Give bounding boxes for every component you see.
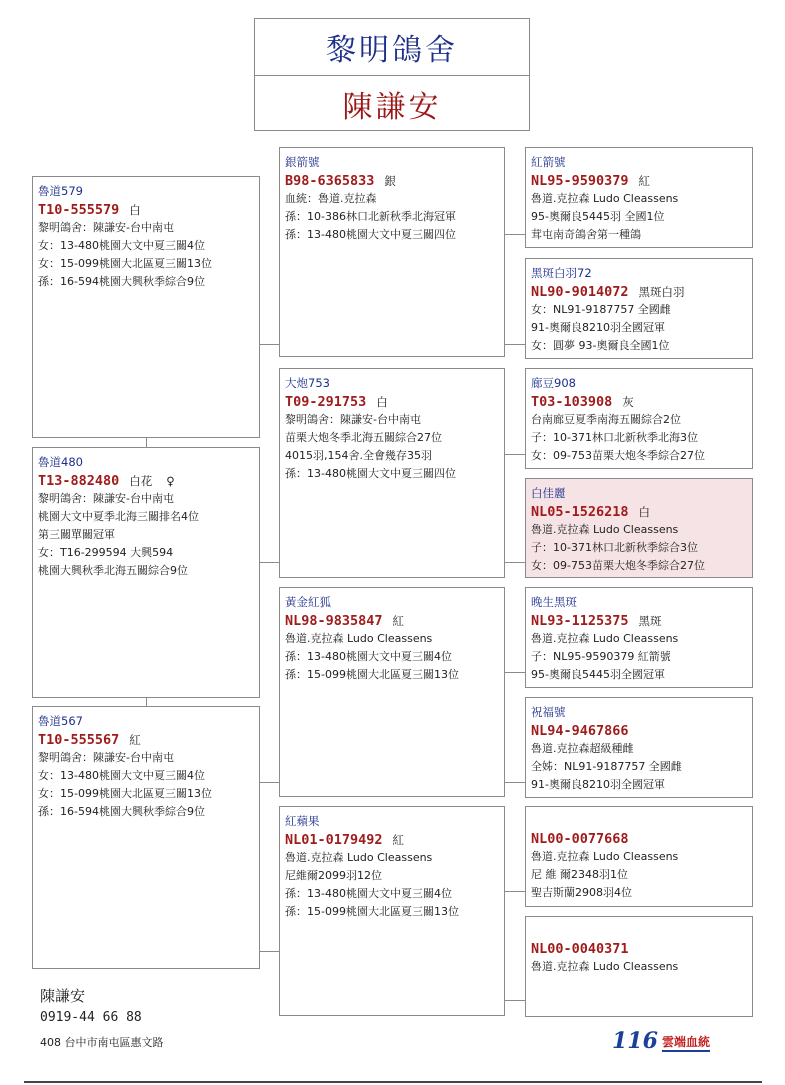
connector bbox=[504, 782, 525, 783]
info-line: 全姊：NL91-9187757 全國雌 bbox=[531, 760, 682, 773]
info-line: 4015羽,154舍.全會幾存35羽 bbox=[285, 449, 432, 462]
info-line: 孫：15-099桃園大北區夏三關13位 bbox=[285, 905, 459, 918]
pigeon-card-sire bbox=[279, 147, 505, 357]
connector bbox=[504, 891, 525, 892]
ring-number: NL90-9014072 bbox=[531, 284, 629, 300]
info-line: 魯道.克拉森超級種雌 bbox=[531, 742, 634, 755]
pigeon-name: 魯道567 bbox=[38, 714, 83, 728]
info-line: 孫：13-480桃園大文中夏三關4位 bbox=[285, 650, 452, 663]
info-line: 孫：16-594桃園大興秋季綜合9位 bbox=[38, 805, 205, 818]
bottom-divider bbox=[24, 1081, 762, 1083]
info-line: 女：圓夢 93-奧爾良全國1位 bbox=[531, 339, 670, 352]
pigeon-name: 大炮753 bbox=[285, 376, 330, 390]
logo-number: 116 bbox=[612, 1028, 658, 1054]
pigeon-card-sire-2 bbox=[279, 587, 505, 797]
info-line: 魯道.克拉森 Ludo Cleassens bbox=[285, 632, 433, 645]
info-line: 95-奧爾良5445羽全國冠軍 bbox=[531, 668, 665, 681]
pigeon-card-grandparent-4 bbox=[525, 478, 753, 578]
pigeon-card-subject-3 bbox=[32, 706, 260, 969]
connector bbox=[259, 782, 279, 783]
pigeon-card-grandparent-2 bbox=[525, 258, 753, 359]
ring-number: NL05-1526218 bbox=[531, 504, 629, 520]
info-line: 魯道.克拉森 Ludo Cleassens bbox=[531, 960, 679, 973]
info-line: 女：T16-299594 大興594 bbox=[38, 546, 174, 559]
pigeon-card-grandparent-3 bbox=[525, 368, 753, 469]
info-line: 魯道.克拉森 Ludo Cleassens bbox=[531, 192, 679, 205]
info-line: 91-奧爾良8210羽全國冠軍 bbox=[531, 778, 665, 791]
pigeon-card-grandparent-8 bbox=[525, 916, 753, 1017]
ring-number: NL94-9467866 bbox=[531, 723, 629, 739]
plumage-color: 銀 bbox=[384, 174, 396, 188]
loft-name: 黎明鴿舍 bbox=[255, 19, 529, 76]
plumage-color: 白 bbox=[638, 505, 651, 519]
info-line: 孫：13-480桃園大文中夏三關四位 bbox=[285, 467, 456, 480]
ring-number: NL98-9835847 bbox=[285, 613, 383, 629]
info-line: 黎明鴿舍：陳謙安-台中南屯 bbox=[38, 492, 174, 505]
plumage-color: 黑斑 bbox=[638, 614, 662, 628]
connector bbox=[259, 562, 279, 563]
pigeon-card-grandparent-1 bbox=[525, 147, 753, 248]
info-line: 第三關單關冠軍 bbox=[38, 528, 115, 541]
footer-owner-name: 陳謙安 bbox=[40, 987, 86, 1005]
pigeon-card-dam bbox=[279, 368, 505, 578]
pigeon-name: 晚生黑斑 bbox=[531, 595, 577, 609]
connector bbox=[504, 454, 525, 455]
pigeon-card-grandparent-7 bbox=[525, 806, 753, 907]
info-line: 孫：13-480桃園大文中夏三關4位 bbox=[285, 887, 452, 900]
plumage-color: 白 bbox=[129, 203, 141, 217]
plumage-color: 紅 bbox=[129, 733, 141, 747]
info-line: 孫：15-099桃園大北區夏三關13位 bbox=[285, 668, 459, 681]
pigeon-name: 紅蘋果 bbox=[285, 814, 320, 828]
info-line: 孫：13-480桃園大文中夏三關四位 bbox=[285, 228, 456, 241]
info-line: 子：NL95-9590379 紅箭號 bbox=[531, 650, 671, 663]
plumage-color: 黑斑白羽 bbox=[638, 285, 685, 299]
pigeon-card-subject-2 bbox=[32, 447, 260, 698]
brand-logo bbox=[612, 1030, 710, 1052]
info-line: 女：09-753苗栗大炮冬季綜合27位 bbox=[531, 449, 705, 462]
ring-number: T10-555579 bbox=[38, 202, 120, 218]
footer-address: 408 台中市南屯區惠文路 bbox=[40, 1036, 164, 1049]
pigeon-name: 祝福號 bbox=[531, 705, 566, 719]
pigeon-name: 廊豆908 bbox=[531, 376, 576, 390]
info-line: 女：15-099桃園大北區夏三關13位 bbox=[38, 257, 212, 270]
info-line: 魯道.克拉森 Ludo Cleassens bbox=[531, 850, 679, 863]
ring-number: NL00-0040371 bbox=[531, 941, 629, 957]
info-line: 魯道.克拉森 Ludo Cleassens bbox=[531, 523, 679, 536]
connector bbox=[504, 1000, 525, 1001]
plumage-color: 灰 bbox=[622, 395, 634, 409]
info-line: 孫：10-386林口北新秋季北海冠軍 bbox=[285, 210, 456, 223]
info-line: 台南廊豆夏季南海五關綜合2位 bbox=[531, 413, 681, 426]
info-line: 黎明鴿舍：陳謙安-台中南屯 bbox=[38, 221, 174, 234]
pedigree-header bbox=[254, 18, 530, 131]
footer-phone: 0919-44 66 88 bbox=[40, 1010, 142, 1025]
connector bbox=[504, 234, 525, 235]
pigeon-name: 魯道579 bbox=[38, 184, 83, 198]
plumage-color: 紅 bbox=[392, 833, 405, 847]
info-line: 黎明鴿舍：陳謙安-台中南屯 bbox=[285, 413, 421, 426]
ring-number: T10-555567 bbox=[38, 732, 120, 748]
info-line: 魯道.克拉森 Ludo Cleassens bbox=[531, 632, 679, 645]
info-line: 子：10-371林口北新秋季綜合3位 bbox=[531, 541, 698, 554]
pigeon-name: 銀箭號 bbox=[285, 155, 320, 169]
connector bbox=[259, 951, 279, 952]
plumage-color: 紅 bbox=[392, 614, 405, 628]
plumage-color: 紅 bbox=[638, 174, 651, 188]
info-line: 女：15-099桃園大北區夏三關13位 bbox=[38, 787, 212, 800]
info-line: 尼 維 爾2348羽1位 bbox=[531, 868, 628, 881]
ring-number: NL01-0179492 bbox=[285, 832, 383, 848]
info-line: 聖吉斯蘭2908羽4位 bbox=[531, 886, 632, 899]
info-line: 女：13-480桃園大文中夏三關4位 bbox=[38, 769, 205, 782]
info-line: 女：13-480桃園大文中夏三關4位 bbox=[38, 239, 205, 252]
info-line: 孫：16-594桃園大興秋季綜合9位 bbox=[38, 275, 205, 288]
pigeon-name: 紅箭號 bbox=[531, 155, 566, 169]
connector bbox=[504, 562, 525, 563]
owner-name: 陳謙安 bbox=[342, 90, 442, 125]
pigeon-card-grandparent-6 bbox=[525, 697, 753, 798]
info-line: 桃園大文中夏季北海三關排名4位 bbox=[38, 510, 199, 523]
ring-number: B98-6365833 bbox=[285, 173, 375, 189]
ring-number: T13-882480 bbox=[38, 473, 120, 489]
pigeon-card-dam-2 bbox=[279, 806, 505, 1016]
info-line: 茸屯南奇鴿舍第一種鴿 bbox=[531, 228, 641, 241]
info-line: 魯道.克拉森 Ludo Cleassens bbox=[285, 851, 433, 864]
ring-number: T09-291753 bbox=[285, 394, 367, 410]
info-line: 苗栗大炮冬季北海五關綜合27位 bbox=[285, 431, 442, 444]
connector bbox=[504, 344, 525, 345]
pigeon-card-subject-1 bbox=[32, 176, 260, 438]
info-line: 桃園大興秋季北海五關綜合9位 bbox=[38, 564, 188, 577]
info-line: 91-奧爾良8210羽全國冠軍 bbox=[531, 321, 665, 334]
pigeon-card-grandparent-5 bbox=[525, 587, 753, 688]
info-line: 子：10-371林口北新秋季北海3位 bbox=[531, 431, 698, 444]
pigeon-name: 黃金紅狐 bbox=[285, 595, 331, 609]
info-line: 血統：魯道.克拉森 bbox=[285, 192, 377, 205]
connector bbox=[504, 672, 525, 673]
pigeon-name: 黑斑白羽72 bbox=[531, 266, 592, 280]
info-line: 黎明鴿舍：陳謙安-台中南屯 bbox=[38, 751, 174, 764]
ring-number: NL93-1125375 bbox=[531, 613, 629, 629]
pigeon-name: 白佳麗 bbox=[531, 486, 566, 500]
info-line: 95-奧爾良5445羽 全國1位 bbox=[531, 210, 665, 223]
plumage-color: 白 bbox=[376, 395, 388, 409]
ring-number: NL00-0077668 bbox=[531, 831, 629, 847]
pigeon-name: 魯道480 bbox=[38, 455, 83, 469]
connector bbox=[259, 344, 279, 345]
info-line: 女：09-753苗栗大炮冬季綜合27位 bbox=[531, 559, 705, 572]
ring-number: T03-103908 bbox=[531, 394, 613, 410]
info-line: 尼維爾2099羽12位 bbox=[285, 869, 382, 882]
sex-symbol: ♀ bbox=[166, 474, 175, 488]
logo-text: 雲端血統 bbox=[662, 1034, 710, 1052]
ring-number: NL95-9590379 bbox=[531, 173, 629, 189]
info-line: 女：NL91-9187757 全國雌 bbox=[531, 303, 671, 316]
plumage-color: 白花 bbox=[129, 474, 153, 488]
